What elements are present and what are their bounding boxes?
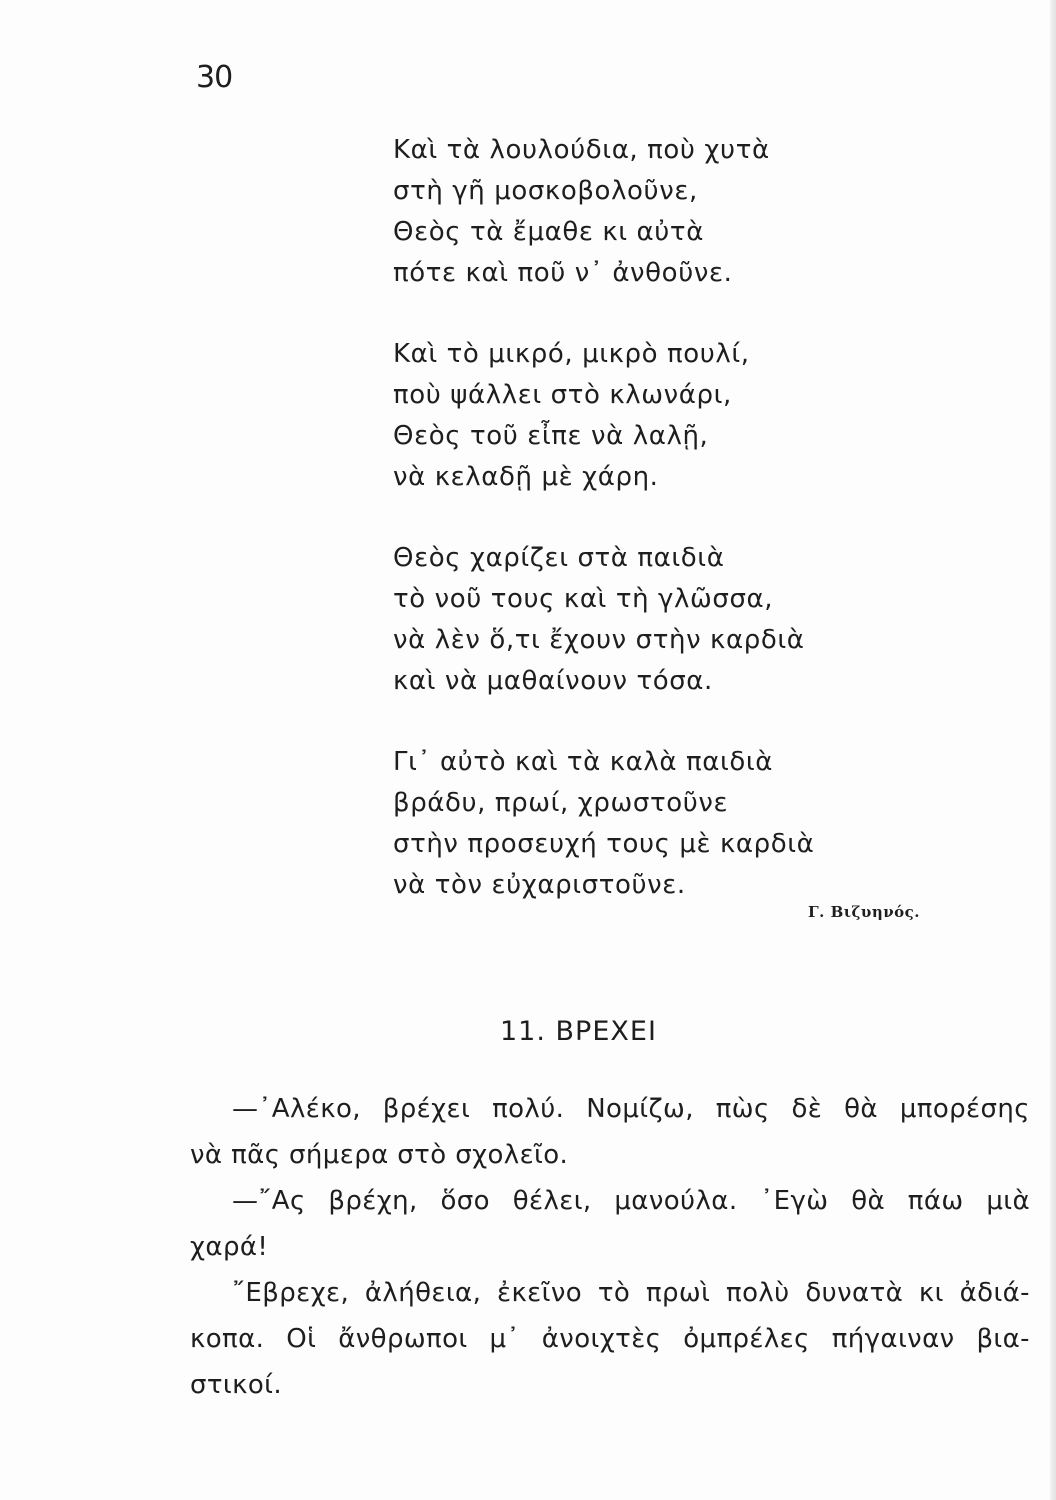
verse-line: νὰ λὲν ὅ,τι ἔχουν στὴν καρδιὰ <box>393 625 805 655</box>
prose-line <box>190 1086 1030 1132</box>
verse-line: καὶ νὰ μαθαίνουν τόσα. <box>393 666 713 696</box>
prose-line <box>190 1362 1030 1408</box>
verse-line: βράδυ, πρωί, χρωστοῦνε <box>393 788 729 818</box>
verse-line: πότε καὶ ποῦ ν᾽ ἀνθοῦνε. <box>393 258 733 288</box>
verse-line: στὴ γῆ μοσκοβολοῦνε, <box>393 176 698 206</box>
poem <box>393 130 814 946</box>
verse-line: Θεὸς τὰ ἔμαθε κι αὐτὰ <box>393 217 704 247</box>
prose-word: Οἱ <box>286 1324 317 1354</box>
verse-line: Καὶ τὸ μικρό, μικρὸ πουλί, <box>393 339 750 369</box>
prose-word: ᾽Εγὼ <box>760 1186 829 1216</box>
prose-word: νὰ πᾶς σήμερα στὸ σχολεῖο. <box>190 1140 569 1170</box>
poem-author: Γ. Βιζυηνός. <box>808 903 920 921</box>
prose-line <box>190 1316 1030 1362</box>
prose-word: ῎Εβρεχε, <box>232 1278 350 1308</box>
prose-word: —᾽Αλέκο, <box>232 1094 361 1124</box>
prose-word: βια- <box>976 1324 1030 1354</box>
prose-word: μιὰ <box>986 1186 1030 1216</box>
prose-word: πήγαιναν <box>831 1324 955 1354</box>
prose-word: βρέχη, <box>328 1186 418 1216</box>
prose-word: μ᾽ <box>489 1324 520 1354</box>
prose-word: ὀμπρέλες <box>683 1324 810 1354</box>
prose-word: ἀλήθεια, <box>364 1278 482 1308</box>
prose-line <box>190 1224 1030 1270</box>
prose-word: θὰ <box>844 1094 878 1124</box>
verse-line: Καὶ τὰ λουλούδια, ποὺ χυτὰ <box>393 135 770 165</box>
verse-line: Θεὸς τοῦ εἶπε νὰ λαλῇ, <box>393 421 709 451</box>
prose-line <box>190 1178 1030 1224</box>
prose-word: στικοί. <box>190 1370 283 1400</box>
prose-word: θὰ <box>851 1186 886 1216</box>
verse-line: Γι᾽ αὐτὸ καὶ τὰ καλὰ παιδιὰ <box>393 747 774 777</box>
prose-word: τὸ <box>597 1278 631 1308</box>
prose-paragraphs <box>190 1086 1030 1408</box>
prose-word: Νομίζω, <box>586 1094 694 1124</box>
prose-word: μανούλα. <box>614 1186 738 1216</box>
verse-line: νὰ κελαδῇ μὲ χάρη. <box>393 462 659 492</box>
prose-word: πολὺ <box>726 1278 790 1308</box>
prose-word: θέλει, <box>512 1186 592 1216</box>
stanza <box>393 130 814 294</box>
stanza <box>393 742 814 906</box>
prose-word: πάω <box>907 1186 964 1216</box>
prose-word: —῎Ας <box>232 1186 306 1216</box>
prose-line <box>190 1270 1030 1316</box>
verse-line: στὴν προσευχή τους μὲ καρδιὰ <box>393 829 815 859</box>
page-number: 30 <box>196 60 233 95</box>
prose-word: μπορέσης <box>899 1094 1030 1124</box>
stanza <box>393 334 814 498</box>
prose-word: ἀδιά- <box>959 1278 1030 1308</box>
prose-word: χαρά! <box>190 1232 269 1262</box>
prose-word: πρωὶ <box>645 1278 711 1308</box>
stanza <box>393 538 814 702</box>
section-title: 11. ΒΡΕΧΕΙ <box>500 1016 657 1047</box>
prose-word: ἄνθρωποι <box>338 1324 468 1354</box>
prose-word: βρέχει <box>382 1094 471 1124</box>
prose-word: δυνατὰ <box>805 1278 904 1308</box>
verse-line: τὸ νοῦ τους καὶ τὴ γλῶσσα, <box>393 584 774 614</box>
verse-line: νὰ τὸν εὐχαριστοῦνε. <box>393 870 686 900</box>
prose-line <box>190 1132 1030 1178</box>
verse-line: ποὺ ψάλλει στὸ κλωνάρι, <box>393 380 732 410</box>
prose-word: ὅσο <box>440 1186 490 1216</box>
prose-word: πὼς <box>715 1094 770 1124</box>
prose-word: δὲ <box>791 1094 823 1124</box>
prose-word: ἐκεῖνο <box>497 1278 583 1308</box>
prose-word: κι <box>918 1278 944 1308</box>
verse-line: Θεὸς χαρίζει στὰ παιδιὰ <box>393 543 725 573</box>
prose-word: ἀνοιχτὲς <box>541 1324 662 1354</box>
page-edge-shadow <box>1050 0 1056 1500</box>
prose-word: κοπα. <box>190 1324 265 1354</box>
prose-word: πολύ. <box>492 1094 565 1124</box>
